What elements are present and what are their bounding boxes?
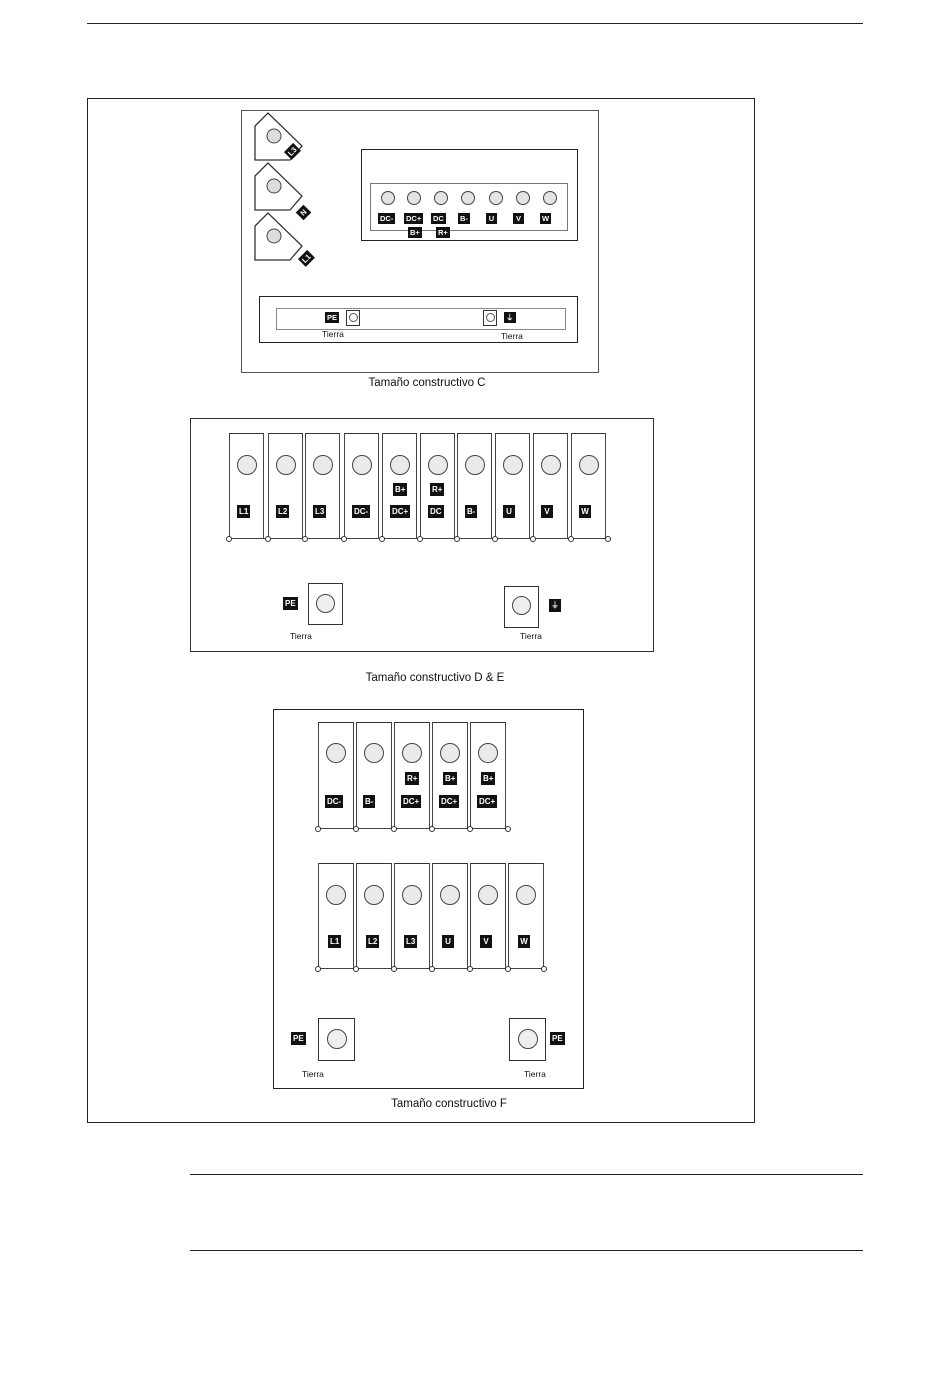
input-label-l1: L1 [298, 250, 315, 267]
size-de-upper-r-plus: R+ [432, 485, 443, 494]
size-f-bottom-terminal-bar [508, 863, 544, 968]
size-f-top-terminal-label: DC- [327, 797, 342, 806]
size-de-bolt-icon [302, 536, 308, 542]
size-de-terminal-label: DC [430, 507, 442, 516]
size-f-top-terminal-bar [356, 722, 392, 828]
size-c-screw-left-icon [349, 313, 358, 322]
size-f-top-bolt-icon [429, 826, 435, 832]
footer-rule-bottom [190, 1250, 863, 1251]
size-de-bolt-icon [379, 536, 385, 542]
size-c-terminal-label: DC- [380, 214, 394, 223]
input-label-l3: L3 [284, 143, 301, 160]
size-c-screw-icon [489, 191, 503, 205]
size-f-top-bolt-icon [467, 826, 473, 832]
size-f-bottom-terminal-label: W [518, 935, 530, 948]
size-c-ground-strip [276, 308, 566, 330]
size-c-sub-b-plus: B+ [410, 228, 420, 237]
size-c-terminal-label: B- [460, 214, 468, 223]
size-f-bottom-stud-icon [478, 885, 498, 905]
size-de-stud-icon [503, 455, 523, 475]
size-f-bottom-bolt-icon [391, 966, 397, 972]
size-c-caption: Tamaño constructivo C [368, 377, 486, 389]
size-f-bottom-terminal-label: V [480, 935, 492, 948]
size-de-terminal-bar [268, 433, 303, 538]
size-f-bottom-stud-icon [402, 885, 422, 905]
size-f-bottom-terminal-bar [432, 863, 468, 968]
size-de-stud-icon [579, 455, 599, 475]
size-f-pe-left-tag: PE [293, 1034, 304, 1043]
size-c-terminal-label: W [542, 214, 550, 223]
size-f-rail-top [316, 828, 510, 829]
size-c-screw-icon [434, 191, 448, 205]
size-de-ground-left-label: Tierra [290, 631, 312, 641]
size-de-terminal-bar [495, 433, 530, 538]
size-f-upper-b-plus-1: B+ [445, 774, 456, 783]
size-f-bottom-bolt-icon [353, 966, 359, 972]
size-c-screw-icon [516, 191, 530, 205]
size-f-bottom-bolt-icon [505, 966, 511, 972]
size-f-bottom-stud-icon [326, 885, 346, 905]
size-de-terminal-label: B- [467, 507, 476, 516]
size-de-bolt-icon [417, 536, 423, 542]
size-de-terminal-bar [344, 433, 379, 538]
size-f-bottom-stud-icon [364, 885, 384, 905]
size-f-top-bolt-icon [353, 826, 359, 832]
size-f-top-bolt-icon [391, 826, 397, 832]
size-c-ground-symbol-icon: ⏚ [506, 313, 514, 322]
size-f-ground-right-stud-icon [518, 1029, 538, 1049]
size-de-terminal-label: L2 [278, 507, 288, 516]
size-c-ground-right-label: Tierra [501, 331, 523, 341]
size-de-stud-icon [541, 455, 561, 475]
size-c-screw-right-icon [486, 313, 495, 322]
size-f-bottom-terminal-label: U [442, 935, 454, 948]
size-f-ground-right-label: Tierra [524, 1069, 546, 1079]
size-f-bottom-bolt-icon [429, 966, 435, 972]
size-f-bottom-bolt-icon [541, 966, 547, 972]
footer-rule-top [190, 1174, 863, 1175]
size-f-bottom-bolt-icon [467, 966, 473, 972]
size-de-terminal-label: DC- [354, 507, 369, 516]
size-de-terminal-bar [305, 433, 340, 538]
size-de-stud-icon [352, 455, 372, 475]
size-f-top-stud-icon [402, 743, 422, 763]
size-c-screw-icon [543, 191, 557, 205]
size-f-upper-r-plus: R+ [407, 774, 418, 783]
size-c-terminal-label: DC+ [406, 214, 422, 223]
size-c-terminal-label: V [513, 213, 524, 224]
size-de-stud-icon [390, 455, 410, 475]
size-de-stud-icon [465, 455, 485, 475]
size-c-screw-icon [461, 191, 475, 205]
size-c-screw-icon [381, 191, 395, 205]
size-f-ground-left-stud-icon [327, 1029, 347, 1049]
size-c-ground-left-label: Tierra [322, 329, 344, 339]
size-f-bottom-bolt-icon [315, 966, 321, 972]
size-f-top-terminal-label: DC+ [403, 797, 420, 806]
size-f-top-stud-icon [478, 743, 498, 763]
size-f-top-stud-icon [326, 743, 346, 763]
size-de-terminal-bar [571, 433, 606, 538]
size-de-bolt-icon [341, 536, 347, 542]
size-de-terminal-label: V [541, 505, 553, 518]
size-f-top-bolt-icon [505, 826, 511, 832]
size-f-bottom-terminal-bar [470, 863, 506, 968]
size-f-bottom-terminal-label: L3 [406, 937, 416, 946]
size-c-screw-icon [407, 191, 421, 205]
size-de-stud-icon [237, 455, 257, 475]
size-de-ground-symbol-icon: ⏚ [551, 601, 559, 610]
size-c-terminal-label: U [486, 213, 497, 224]
input-label-n: N [296, 205, 312, 221]
size-f-top-terminal-label: DC+ [441, 797, 458, 806]
size-f-pe-right-tag: PE [552, 1034, 563, 1043]
size-f-bottom-terminal-bar [394, 863, 430, 968]
size-f-bottom-stud-icon [516, 885, 536, 905]
size-de-terminal-bar [457, 433, 492, 538]
size-f-upper-b-plus-2: B+ [483, 774, 494, 783]
size-de-bolt-icon [605, 536, 611, 542]
size-de-terminal-label: U [503, 505, 515, 518]
size-de-caption: Tamaño constructivo D & E [365, 672, 505, 684]
size-f-bottom-terminal-bar [318, 863, 354, 968]
size-de-bolt-icon [226, 536, 232, 542]
size-de-upper-b-plus: B+ [395, 485, 406, 494]
size-f-bottom-stud-icon [440, 885, 460, 905]
size-de-bolt-icon [530, 536, 536, 542]
size-f-bottom-terminal-label: L2 [368, 937, 378, 946]
size-de-stud-icon [276, 455, 296, 475]
size-f-top-terminal-label: DC+ [479, 797, 496, 806]
size-de-ground-right-stud-icon [512, 596, 531, 615]
size-de-bolt-icon [265, 536, 271, 542]
size-f-top-stud-icon [364, 743, 384, 763]
header-rule [87, 23, 863, 24]
size-f-ground-left-label: Tierra [302, 1069, 324, 1079]
size-de-terminal-label: DC+ [392, 507, 409, 516]
size-f-top-terminal-label: B- [365, 797, 374, 806]
size-c-pe-tag: PE [327, 313, 338, 322]
size-de-bolt-icon [454, 536, 460, 542]
size-de-stud-icon [313, 455, 333, 475]
size-de-terminal-label: L3 [315, 507, 325, 516]
size-de-bolt-icon [568, 536, 574, 542]
size-de-terminal-bar [229, 433, 264, 538]
input-terminal-shapes [250, 108, 330, 278]
size-f-bottom-terminal-label: L1 [330, 937, 340, 946]
size-de-terminal-label: L1 [239, 507, 249, 516]
size-de-bolt-icon [492, 536, 498, 542]
size-f-top-stud-icon [440, 743, 460, 763]
size-c-sub-r-plus: R+ [438, 228, 448, 237]
size-f-top-bolt-icon [315, 826, 321, 832]
size-de-ground-left-stud-icon [316, 594, 335, 613]
size-de-pe-tag: PE [285, 599, 296, 608]
size-de-stud-icon [428, 455, 448, 475]
size-de-terminal-label: W [579, 505, 591, 518]
size-f-bottom-terminal-bar [356, 863, 392, 968]
size-f-caption: Tamaño constructivo F [391, 1098, 507, 1110]
size-de-terminal-bar [533, 433, 568, 538]
size-de-ground-right-label: Tierra [520, 631, 542, 641]
size-f-top-terminal-bar [318, 722, 354, 828]
size-c-terminal-label: DC [433, 214, 444, 223]
